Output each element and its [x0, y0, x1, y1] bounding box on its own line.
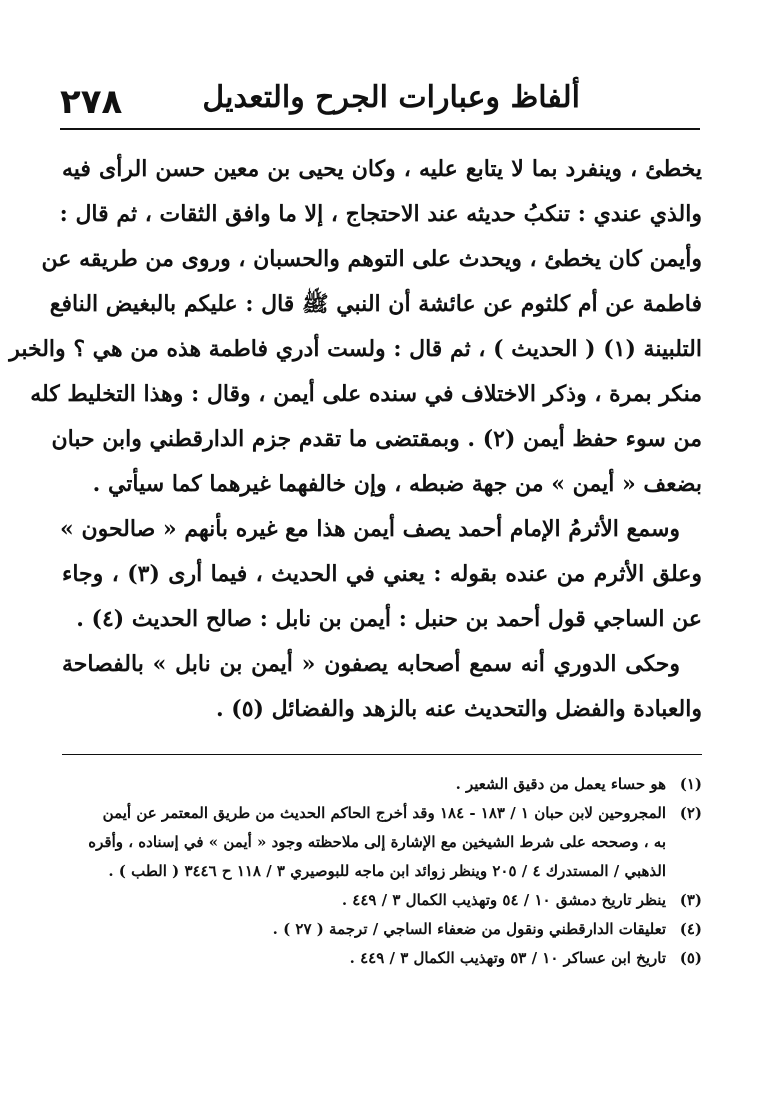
- footnote-2-cont: [62, 857, 702, 886]
- footnote-1: [62, 770, 702, 799]
- text-line: بضعف « أيمن » من جهة ضبطه ، وإن خالفهما غيرهما كما سيأتي .: [92, 471, 702, 497]
- footnote-text: تعليقات الدارقطني ونقول من ضعفاء الساجي / ترجمة ( ٢٧ ) .: [272, 920, 666, 938]
- footnote-text: المجروحين لابن حبان ١ / ١٨٣ - ١٨٤ وقد أخرج الحاكم الحديث من طريق المعتمر عن أيمن: [102, 804, 666, 822]
- text-line: التلبينة (١) ( الحديث ) ، ثم قال : ولست أدري فاطمة هذه من هي ؟ والخبر: [9, 336, 702, 362]
- header-rule: [60, 128, 700, 130]
- text-line: وسمع الأثرمُ الإمام أحمد يصف أيمن هذا مع غيره بأنهم « صالحون »: [60, 516, 680, 542]
- text-line: من سوء حفظ أيمن (٢) . وبمقتضى ما تقدم جزم الدارقطني وابن حبان: [51, 426, 702, 452]
- footnote-number: (١): [679, 775, 702, 793]
- footnote-5: [62, 944, 702, 973]
- text-line: وعلق الأثرم من عنده بقوله : يعني في الحديث ، فيما أرى (٣) ، وجاء: [62, 561, 702, 587]
- footnote-2-cont: [62, 828, 702, 857]
- footnote-text: به ، وصححه على شرط الشيخين مع الإشارة إلى ملاحظته وجود « أيمن » في إسناده ، وأقره: [88, 833, 666, 851]
- text-line: منكر بمرة ، وذكر الاختلاف في سنده على أيمن ، وقال : وهذا التخليط كله: [30, 381, 702, 407]
- footnote-text: الذهبي / المستدرك ٤ / ٢٠٥ وينظر زوائد ابن ماجه للبوصيري ٣ / ١١٨ ح ٣٤٤٦ ( الطب ) .: [108, 862, 666, 880]
- text-line: وأيمن كان يخطئ ، ويحدث على التوهم والحسبان ، وروى من طريقه عن: [41, 246, 702, 272]
- footnote-indent: [666, 857, 702, 886]
- text-line: فاطمة عن أم كلثوم عن عائشة أن النبي ﷺ قال : عليكم بالبغيض النافع: [49, 291, 702, 317]
- footnote-number: (٣): [679, 891, 702, 909]
- running-title: ألفاظ وعبارات الجرح والتعديل: [202, 80, 580, 115]
- footnote-4: [62, 915, 702, 944]
- page-header: [60, 78, 700, 128]
- footnote-2: [62, 799, 702, 828]
- text-line: وحكى الدوري أنه سمع أصحابه يصفون « أيمن بن نابل » بالفصاحة: [62, 651, 680, 677]
- main-text: [9, 147, 702, 732]
- text-line: والذي عندي : تنكبُ حديثه عند الاحتجاج ، إلا ما وافق الثقات ، ثم قال :: [59, 201, 702, 227]
- text-line: والعبادة والفضل والتحديث عنه بالزهد والفضائل (٥) .: [215, 696, 702, 722]
- footnote-text: تاريخ ابن عساكر ١٠ / ٥٣ وتهذيب الكمال ٣ / ٤٤٩ .: [349, 949, 666, 967]
- footnote-number: (٤): [679, 920, 702, 938]
- footnote-separator: [62, 754, 702, 755]
- footnote-indent: [666, 828, 702, 857]
- text-line: عن الساجي قول أحمد بن حنبل : أيمن بن نابل : صالح الحديث (٤) .: [76, 606, 702, 632]
- footnote-text: ينظر تاريخ دمشق ١٠ / ٥٤ وتهذيب الكمال ٣ / ٤٤٩ .: [341, 891, 666, 909]
- page-number: ٢٧٨: [60, 82, 123, 122]
- footnote-3: [62, 886, 702, 915]
- footnote-number: (٥): [679, 949, 702, 967]
- footnote-number: (٢): [679, 804, 702, 822]
- footnotes: [62, 770, 702, 973]
- footnote-text: هو حساء يعمل من دقيق الشعير .: [455, 775, 666, 793]
- text-line: يخطئ ، وينفرد بما لا يتابع عليه ، وكان يحيى بن معين حسن الرأى فيه: [62, 156, 702, 182]
